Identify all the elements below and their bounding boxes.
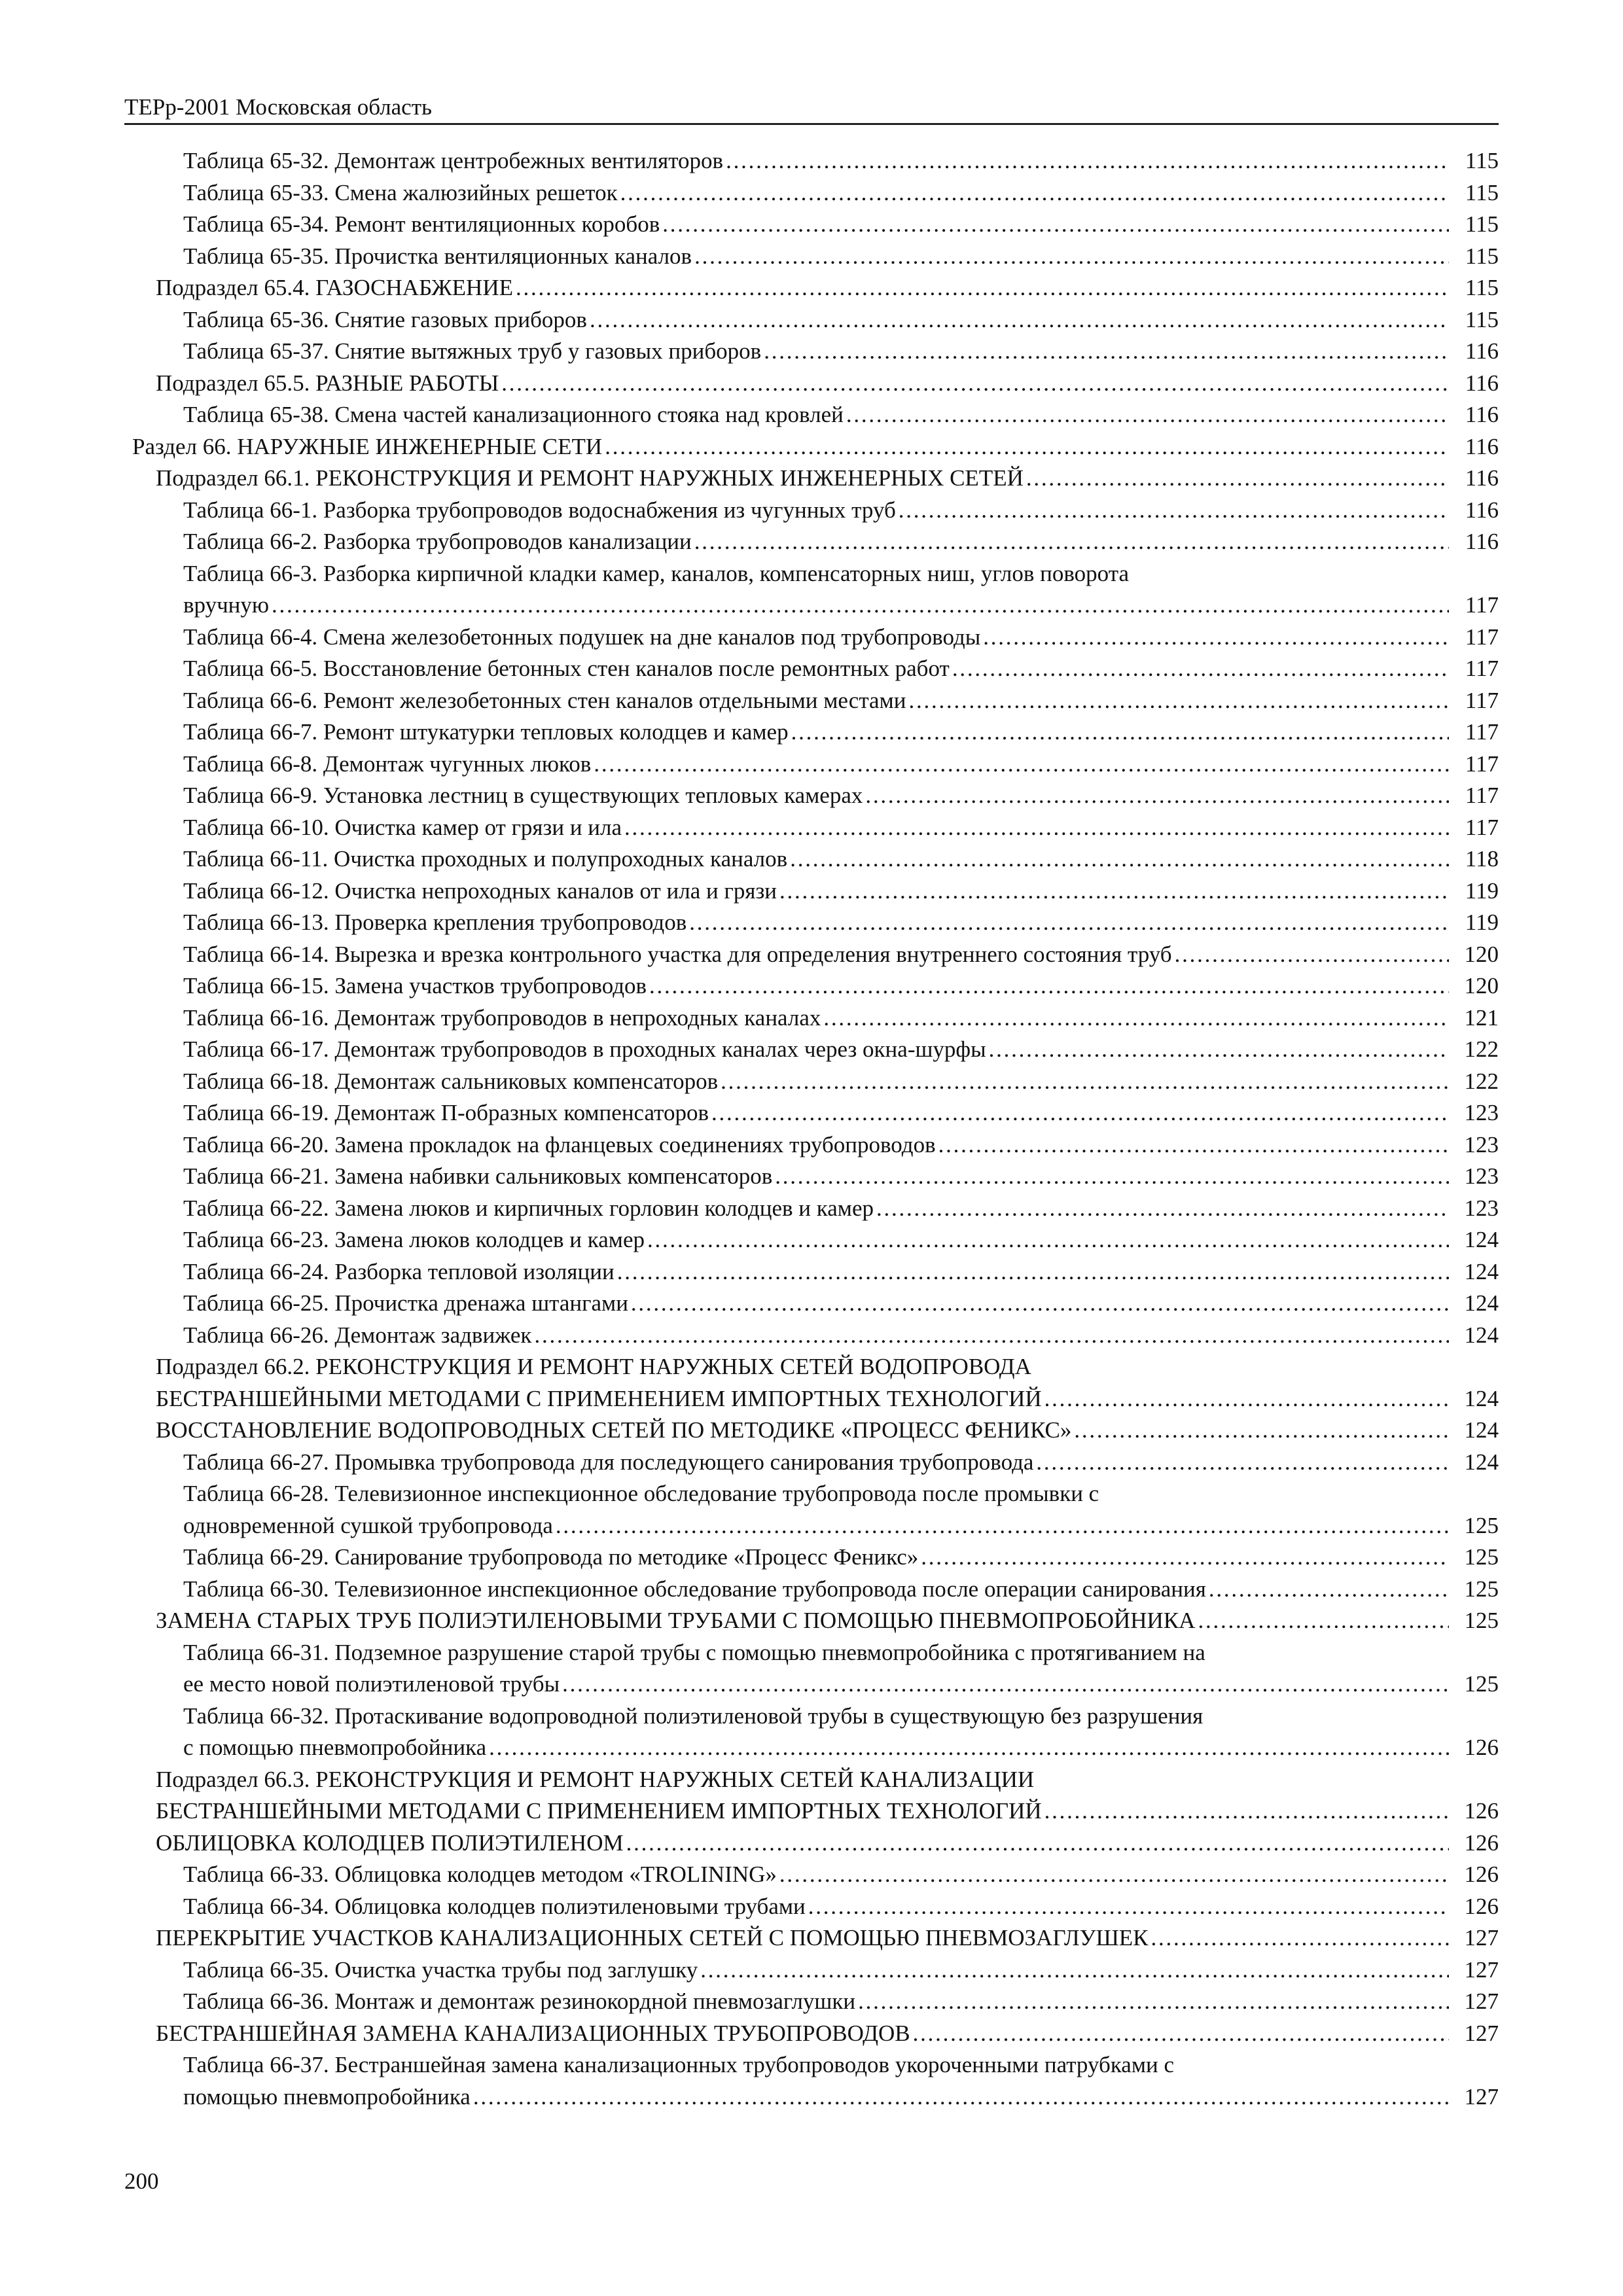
toc-entry[interactable]: [124, 1859, 1499, 1891]
toc-entry-line: [183, 495, 1499, 527]
toc-entry-title: Подраздел 65.4. ГАЗОСНАБЖЕНИЕ: [156, 275, 513, 300]
toc-entry-line: [183, 336, 1499, 368]
toc-entry-page: 117: [1465, 814, 1499, 840]
toc-entry-page: 124: [1464, 1290, 1499, 1316]
toc-entry-title: Таблица 66-33. Облицовка колодцев методом «TROLINING»: [183, 1862, 777, 1887]
toc-entry[interactable]: [124, 1066, 1499, 1098]
dot-leader: [1209, 1574, 1449, 1606]
toc-entry-line: [183, 1954, 1499, 1987]
toc-entry-line: [183, 209, 1499, 241]
toc-entry[interactable]: [124, 1351, 1499, 1415]
toc-entry[interactable]: [124, 272, 1499, 304]
dot-leader: [534, 1320, 1449, 1352]
toc-entry-line: [132, 431, 1499, 463]
toc-entry-page: 116: [1465, 370, 1499, 396]
page-number: 200: [124, 2168, 159, 2194]
toc-entry[interactable]: [124, 1288, 1499, 1320]
dot-leader: [694, 241, 1449, 273]
toc-entry-line: [156, 1795, 1499, 1828]
toc-entry-title: Таблица 66-14. Вырезка и врезка контрольного участка для определения внутреннего состояния труб: [183, 941, 1172, 967]
toc-entry-page: 122: [1464, 1068, 1499, 1094]
toc-entry-line: [183, 939, 1499, 971]
dot-leader: [489, 1732, 1449, 1764]
toc-entry-title: Таблица 66-16. Демонтаж трубопроводов в непроходных каналах: [183, 1004, 821, 1031]
toc-entry-title: Таблица 66-13. Проверка крепления трубопроводов: [183, 910, 687, 935]
toc-entry-page: 117: [1465, 656, 1499, 681]
toc-entry-line: [183, 1891, 1499, 1923]
toc-entry-title: Таблица 66-23. Замена люков колодцев и камер: [183, 1227, 645, 1252]
toc-entry[interactable]: [124, 1224, 1499, 1256]
toc-entry-line: [183, 1034, 1499, 1066]
toc-entry-title: Таблица 65-37. Снятие вытяжных труб у газовых приборов: [183, 338, 762, 364]
toc-entry-page: 124: [1464, 1258, 1499, 1284]
dot-leader: [876, 1193, 1449, 1225]
dot-leader: [590, 304, 1449, 336]
toc-entry-page: 124: [1464, 1417, 1499, 1443]
toc-entry-title: Таблица 66-2. Разборка трубопроводов канализации: [183, 529, 692, 554]
dot-leader: [764, 336, 1449, 368]
toc-entry-page: 116: [1465, 529, 1499, 554]
toc-entry-title: Таблица 66-1. Разборка трубопроводов водоснабжения из чугунных труб: [183, 497, 896, 523]
toc-entry-title: Таблица 66-9. Установка лестниц в существующих тепловых камерах: [183, 783, 863, 808]
toc-entry-title-first-line: Подраздел 66.2. РЕКОНСТРУКЦИЯ И РЕМОНТ НАРУЖНЫХ СЕТЕЙ ВОДОПРОВОДА: [156, 1354, 1031, 1379]
toc-entry[interactable]: [124, 843, 1499, 875]
dot-leader: [858, 1986, 1449, 2018]
toc-entry-title: ЗАМЕНА СТАРЫХ ТРУБ ПОЛИЭТИЛЕНОВЫМИ ТРУБАМИ С ПОМОЩЬЮ ПНЕВМОПРОБОЙНИКА: [156, 1608, 1196, 1633]
toc-entry-title: Таблица 66-6. Ремонт железобетонных стен каналов отдельными местами: [183, 687, 906, 713]
toc-entry-page: 115: [1465, 275, 1499, 300]
toc-entry-line: [183, 1447, 1499, 1479]
toc-entry[interactable]: [124, 1478, 1499, 1542]
toc-entry-line: [183, 716, 1499, 749]
toc-entry[interactable]: [124, 1828, 1499, 1860]
dot-leader: [1044, 1795, 1449, 1828]
dot-leader: [1150, 1922, 1449, 1954]
toc-entry-title: Таблица 66-5. Восстановление бетонных стен каналов после ремонтных работ: [183, 656, 950, 681]
toc-entry[interactable]: [124, 177, 1499, 209]
toc-entry-title: Таблица 65-35. Прочистка вентиляционных каналов: [183, 243, 692, 269]
dot-leader: [1175, 939, 1449, 971]
toc-entry-page: 125: [1464, 1544, 1499, 1570]
toc-entry[interactable]: [124, 907, 1499, 939]
toc-entry-line: [183, 399, 1499, 431]
dot-leader: [1074, 1415, 1449, 1447]
toc-entry-line: [183, 1542, 1499, 1574]
running-header: [124, 92, 1499, 125]
toc-entry[interactable]: [124, 685, 1499, 717]
toc-entry-page: 115: [1465, 211, 1499, 237]
toc-entry-line: [183, 685, 1499, 717]
dot-leader: [775, 1161, 1449, 1193]
dot-leader: [689, 907, 1449, 939]
toc-entry-title: Таблица 66-20. Замена прокладок на фланцевых соединениях трубопроводов: [183, 1131, 936, 1157]
toc-entry-page: 127: [1464, 1956, 1499, 1983]
toc-entry[interactable]: [124, 716, 1499, 749]
toc-entry-line: [183, 526, 1499, 558]
toc-entry-line: [156, 1415, 1499, 1447]
dot-leader: [594, 749, 1449, 781]
toc-entry-page: 127: [1464, 2020, 1499, 2046]
toc-entry[interactable]: [124, 463, 1499, 495]
dot-leader: [1026, 463, 1449, 495]
toc-entry-page: 123: [1464, 1100, 1499, 1125]
toc-entry[interactable]: [124, 1034, 1499, 1066]
toc-entry-page: 115: [1465, 243, 1499, 269]
toc-entry-page: 124: [1464, 1385, 1499, 1411]
dot-leader: [272, 590, 1449, 622]
toc-entry[interactable]: [124, 558, 1499, 622]
dot-leader: [1198, 1605, 1449, 1637]
toc-entry-page: 125: [1464, 1671, 1499, 1697]
toc-entry-line: [183, 780, 1499, 812]
toc-entry-title: Таблица 66-25. Прочистка дренажа штангами: [183, 1290, 628, 1316]
toc-entry-title: Таблица 66-11. Очистка проходных и полупроходных каналов: [183, 846, 788, 872]
toc-entry-page: 126: [1464, 1862, 1499, 1887]
toc-entry-page: 126: [1464, 1735, 1499, 1760]
toc-entry-page: 117: [1465, 783, 1499, 808]
toc-entry-line: [183, 1859, 1499, 1891]
toc-entry-page: 127: [1464, 1925, 1499, 1951]
toc-entry[interactable]: [124, 1256, 1499, 1288]
toc-entry-title: БЕСТРАНШЕЙНЫМИ МЕТОДАМИ С ПРИМЕНЕНИЕМ ИМПОРТНЫХ ТЕХНОЛОГИЙ: [156, 1385, 1042, 1411]
running-header-title: ТЕРр-2001 Московская область: [124, 94, 432, 120]
toc-entry[interactable]: [124, 1447, 1499, 1479]
toc-entry-title-first-line: Таблица 66-37. Бестраншейная замена канализационных трубопроводов укороченными патрубками с: [183, 2052, 1174, 2077]
toc-entry-title: Таблица 66-10. Очистка камер от грязи и ила: [183, 814, 622, 840]
toc-entry-page: 126: [1464, 1893, 1499, 1919]
toc-entry[interactable]: [124, 2049, 1499, 2113]
dot-leader: [605, 431, 1449, 463]
toc-entry[interactable]: [124, 526, 1499, 558]
toc-entry[interactable]: [124, 812, 1499, 844]
toc-entry[interactable]: [124, 1701, 1499, 1764]
toc-entry-line: [156, 1828, 1499, 1860]
dot-leader: [913, 2018, 1449, 2050]
toc-entry-line: [156, 463, 1499, 495]
toc-entry-title: помощью пневмопробойника: [183, 2083, 471, 2110]
toc-entry-title: ОБЛИЦОВКА КОЛОДЦЕВ ПОЛИЭТИЛЕНОМ: [156, 1829, 624, 1856]
toc-entry[interactable]: [124, 875, 1499, 908]
toc-entry-title: Таблица 66-19. Демонтаж П-образных компенсаторов: [183, 1100, 709, 1125]
toc-entry-page: 117: [1465, 624, 1499, 650]
toc-entry[interactable]: [124, 1605, 1499, 1637]
toc-entry-title: Таблица 66-29. Санирование трубопровода по методике «Процесс Феникс»: [183, 1544, 919, 1570]
toc-entry-page: 122: [1464, 1036, 1499, 1062]
toc-entry[interactable]: [124, 431, 1499, 463]
toc-entry-page: 120: [1464, 941, 1499, 967]
toc-entry-line: [183, 1510, 1499, 1542]
toc-entry[interactable]: [124, 653, 1499, 685]
toc-entry-line: [156, 1922, 1499, 1954]
toc-entry-title: Подраздел 65.5. РАЗНЫЕ РАБОТЫ: [156, 370, 499, 396]
toc-entry-line: [183, 1224, 1499, 1256]
toc-entry-page: 116: [1465, 497, 1499, 523]
toc-entry-title: с помощью пневмопробойника: [183, 1735, 487, 1760]
table-of-contents: [124, 145, 1499, 2113]
dot-leader: [620, 177, 1449, 209]
dot-leader: [779, 875, 1449, 908]
dot-leader: [562, 1669, 1449, 1701]
toc-entry-line: [183, 970, 1499, 1002]
dot-leader: [556, 1510, 1449, 1542]
toc-entry[interactable]: [124, 1415, 1499, 1447]
toc-entry-line: [183, 1129, 1499, 1161]
toc-entry[interactable]: [124, 1193, 1499, 1225]
toc-entry-line: [183, 875, 1499, 908]
toc-entry-title: Таблица 65-34. Ремонт вентиляционных коробов: [183, 211, 660, 237]
toc-entry-line: [183, 749, 1499, 781]
toc-entry-line: [183, 1256, 1499, 1288]
dot-leader: [983, 622, 1449, 654]
toc-entry-line: [183, 1320, 1499, 1352]
toc-entry[interactable]: [124, 970, 1499, 1002]
toc-entry[interactable]: [124, 1129, 1499, 1161]
toc-entry[interactable]: [124, 1574, 1499, 1606]
toc-entry-title: БЕСТРАНШЕЙНЫМИ МЕТОДАМИ С ПРИМЕНЕНИЕМ ИМПОРТНЫХ ТЕХНОЛОГИЙ: [156, 1798, 1042, 1824]
dot-leader: [846, 399, 1449, 431]
toc-entry-title: Таблица 65-33. Смена жалюзийных решеток: [183, 179, 618, 205]
dot-leader: [791, 716, 1449, 749]
dot-leader: [899, 495, 1449, 527]
toc-entry-title: Таблица 66-35. Очистка участка трубы под заглушку: [183, 1956, 698, 1983]
toc-entry[interactable]: [124, 209, 1499, 241]
dot-leader: [649, 970, 1449, 1002]
toc-entry-title: БЕСТРАНШЕЙНАЯ ЗАМЕНА КАНАЛИЗАЦИОННЫХ ТРУБОПРОВОДОВ: [156, 2020, 910, 2046]
dot-leader: [908, 685, 1449, 717]
toc-entry-line: [156, 1605, 1499, 1637]
toc-entry-title-first-line: Таблица 66-28. Телевизионное инспекционное обследование трубопровода после промывки с: [183, 1481, 1099, 1506]
toc-entry[interactable]: [124, 1764, 1499, 1828]
toc-entry-page: 124: [1464, 1449, 1499, 1475]
toc-entry-page: 117: [1465, 592, 1499, 618]
toc-entry[interactable]: [124, 939, 1499, 971]
toc-entry-page: 117: [1465, 751, 1499, 777]
dot-leader: [779, 1859, 1449, 1891]
dot-leader: [823, 1002, 1449, 1034]
toc-entry[interactable]: [124, 1002, 1499, 1034]
toc-entry-line: [156, 272, 1499, 304]
toc-entry-title: Таблица 66-4. Смена железобетонных подушек на дне каналов под трубопроводы: [183, 624, 981, 650]
toc-entry-page: 123: [1464, 1131, 1499, 1157]
toc-entry-line: [183, 1002, 1499, 1034]
toc-entry-title: Таблица 65-32. Демонтаж центробежных вентиляторов: [183, 148, 724, 173]
dot-leader: [1036, 1447, 1449, 1479]
toc-entry-line: [183, 812, 1499, 844]
toc-entry-page: 117: [1465, 687, 1499, 713]
toc-entry-title: Таблица 66-30. Телевизионное инспекционное обследование трубопровода после операции санирования: [183, 1576, 1206, 1602]
dot-leader: [501, 368, 1449, 400]
toc-entry[interactable]: [124, 1637, 1499, 1701]
toc-entry-line: [183, 1097, 1499, 1129]
toc-entry-page: 124: [1464, 1227, 1499, 1252]
dot-leader: [624, 812, 1449, 844]
toc-entry-line: [156, 1383, 1499, 1415]
toc-entry-title: Таблица 66-17. Демонтаж трубопроводов в проходных каналах через окна-шурфы: [183, 1036, 986, 1062]
toc-entry-line: [183, 653, 1499, 685]
toc-entry-title: Таблица 66-7. Ремонт штукатурки тепловых колодцев и камер: [183, 719, 789, 745]
toc-entry[interactable]: [124, 1542, 1499, 1574]
dot-leader: [938, 1129, 1449, 1161]
toc-entry-title: Раздел 66. НАРУЖНЫЕ ИНЖЕНЕРНЫЕ СЕТИ: [132, 433, 603, 459]
toc-entry[interactable]: [124, 1986, 1499, 2018]
dot-leader: [662, 209, 1449, 241]
toc-entry-line: [183, 1732, 1499, 1764]
toc-entry-title: Таблица 66-34. Облицовка колодцев полиэтиленовыми трубами: [183, 1893, 806, 1919]
toc-entry-line: [183, 1066, 1499, 1098]
dot-leader: [1044, 1383, 1449, 1415]
toc-entry-page: 124: [1464, 1322, 1499, 1348]
toc-entry-page: 125: [1464, 1608, 1499, 1633]
dot-leader: [865, 780, 1449, 812]
toc-entry[interactable]: [124, 145, 1499, 177]
toc-entry-page: 115: [1465, 306, 1499, 332]
toc-entry-page: 126: [1464, 1829, 1499, 1856]
toc-entry-line: [156, 2018, 1499, 2050]
toc-entry-line: [183, 1161, 1499, 1193]
dot-leader: [808, 1891, 1449, 1923]
toc-entry-line: [183, 2081, 1499, 2113]
toc-entry-line: [183, 622, 1499, 654]
toc-entry[interactable]: [124, 1320, 1499, 1352]
toc-entry-title: Таблица 65-38. Смена частей канализационного стояка над кровлей: [183, 402, 844, 427]
toc-entry-page: 115: [1465, 148, 1499, 173]
toc-entry-page: 123: [1464, 1195, 1499, 1221]
toc-entry-title: Подраздел 66.1. РЕКОНСТРУКЦИЯ И РЕМОНТ НАРУЖНЫХ ИНЖЕНЕРНЫХ СЕТЕЙ: [156, 465, 1024, 491]
toc-entry-line: [183, 1193, 1499, 1225]
toc-entry-page: 115: [1465, 179, 1499, 205]
dot-leader: [516, 272, 1449, 304]
toc-entry[interactable]: [124, 622, 1499, 654]
toc-entry[interactable]: [124, 304, 1499, 336]
toc-entry[interactable]: [124, 1097, 1499, 1129]
toc-entry[interactable]: [124, 1891, 1499, 1923]
toc-entry-title: Таблица 66-36. Монтаж и демонтаж резинокордной пневмозаглушки: [183, 1988, 856, 2014]
dot-leader: [626, 1828, 1449, 1860]
toc-entry-title: Таблица 66-15. Замена участков трубопроводов: [183, 973, 647, 998]
toc-entry-title: Таблица 66-18. Демонтаж сальниковых компенсаторов: [183, 1068, 719, 1094]
dot-leader: [790, 843, 1449, 875]
toc-entry-title-first-line: Подраздел 66.3. РЕКОНСТРУКЦИЯ И РЕМОНТ НАРУЖНЫХ СЕТЕЙ КАНАЛИЗАЦИИ: [156, 1766, 1035, 1792]
toc-entry-title: Таблица 66-22. Замена люков и кирпичных горловин колодцев и камер: [183, 1195, 874, 1221]
dot-leader: [631, 1288, 1449, 1320]
toc-entry-title-first-line: Таблица 66-32. Протаскивание водопроводной полиэтиленовой трубы в существующую без разрушения: [183, 1703, 1204, 1729]
toc-entry-title: ВОССТАНОВЛЕНИЕ ВОДОПРОВОДНЫХ СЕТЕЙ ПО МЕТОДИКЕ «ПРОЦЕСС ФЕНИКС»: [156, 1417, 1072, 1443]
toc-entry-page: 127: [1464, 2083, 1499, 2110]
toc-entry-title: Таблица 66-26. Демонтаж задвижек: [183, 1322, 532, 1348]
toc-entry-line: [183, 1669, 1499, 1701]
toc-entry[interactable]: [124, 1161, 1499, 1193]
toc-entry-title: вручную: [183, 592, 270, 618]
toc-entry[interactable]: [124, 1922, 1499, 1954]
toc-entry-page: 116: [1465, 402, 1499, 427]
toc-entry-page: 119: [1465, 877, 1499, 904]
toc-entry-page: 126: [1464, 1798, 1499, 1824]
toc-entry-title: Таблица 66-8. Демонтаж чугунных люков: [183, 751, 592, 777]
toc-entry[interactable]: [124, 368, 1499, 400]
dot-leader: [989, 1034, 1449, 1066]
dot-leader: [694, 526, 1449, 558]
toc-entry-page: 127: [1464, 1988, 1499, 2014]
toc-entry-line: [183, 843, 1499, 875]
toc-entry-line: [183, 907, 1499, 939]
dot-leader: [700, 1954, 1449, 1987]
toc-entry-page: 125: [1464, 1576, 1499, 1602]
toc-entry-page: 121: [1464, 1004, 1499, 1031]
toc-entry-title-first-line: Таблица 66-3. Разборка кирпичной кладки камер, каналов, компенсаторных ниш, углов поворота: [183, 560, 1129, 586]
toc-entry[interactable]: [124, 336, 1499, 368]
toc-entry-line: [156, 368, 1499, 400]
dot-leader: [921, 1542, 1449, 1574]
toc-entry-page: 123: [1464, 1163, 1499, 1189]
toc-entry-page: 116: [1465, 465, 1499, 491]
toc-entry-page: 116: [1465, 433, 1499, 459]
toc-entry-title-first-line: Таблица 66-31. Подземное разрушение старой трубы с помощью пневмопробойника с протягиванием на: [183, 1639, 1205, 1665]
toc-entry-line: [183, 304, 1499, 336]
dot-leader: [726, 145, 1449, 177]
toc-entry-title: Таблица 66-24. Разборка тепловой изоляции: [183, 1258, 615, 1284]
toc-entry[interactable]: [124, 749, 1499, 781]
toc-entry-title: Таблица 66-27. Промывка трубопровода для последующего санирования трубопровода: [183, 1449, 1034, 1475]
toc-entry-title: ее место новой полиэтиленовой трубы: [183, 1671, 560, 1697]
dot-leader: [473, 2081, 1449, 2113]
toc-entry-line: [183, 1288, 1499, 1320]
toc-entry-line: [183, 1574, 1499, 1606]
dot-leader: [721, 1066, 1449, 1098]
toc-entry-title: Таблица 65-36. Снятие газовых приборов: [183, 306, 587, 332]
toc-entry-title: Таблица 66-12. Очистка непроходных каналов от ила и грязи: [183, 877, 777, 904]
toc-entry[interactable]: [124, 1954, 1499, 1987]
toc-entry-line: [183, 1986, 1499, 2018]
toc-entry-page: 116: [1465, 338, 1499, 364]
toc-entry-line: [183, 145, 1499, 177]
toc-entry[interactable]: [124, 241, 1499, 273]
toc-entry-title: одновременной сушкой трубопровода: [183, 1512, 553, 1538]
toc-entry-page: 120: [1464, 973, 1499, 998]
toc-entry-title: Таблица 66-21. Замена набивки сальниковых компенсаторов: [183, 1163, 773, 1189]
toc-entry[interactable]: [124, 2018, 1499, 2050]
toc-entry-line: [183, 241, 1499, 273]
toc-entry-title: ПЕРЕКРЫТИЕ УЧАСТКОВ КАНАЛИЗАЦИОННЫХ СЕТЕЙ С ПОМОЩЬЮ ПНЕВМОЗАГЛУШЕК: [156, 1925, 1149, 1951]
dot-leader: [617, 1256, 1449, 1288]
toc-entry-line: [183, 177, 1499, 209]
toc-entry[interactable]: [124, 399, 1499, 431]
dot-leader: [647, 1224, 1449, 1256]
toc-entry-page: 125: [1464, 1512, 1499, 1538]
toc-entry-page: 119: [1465, 910, 1499, 935]
toc-entry-page: 117: [1465, 719, 1499, 745]
toc-entry-page: 118: [1465, 846, 1499, 872]
toc-entry[interactable]: [124, 780, 1499, 812]
toc-entry[interactable]: [124, 495, 1499, 527]
dot-leader: [711, 1097, 1449, 1129]
dot-leader: [952, 653, 1449, 685]
toc-entry-line: [183, 590, 1499, 622]
